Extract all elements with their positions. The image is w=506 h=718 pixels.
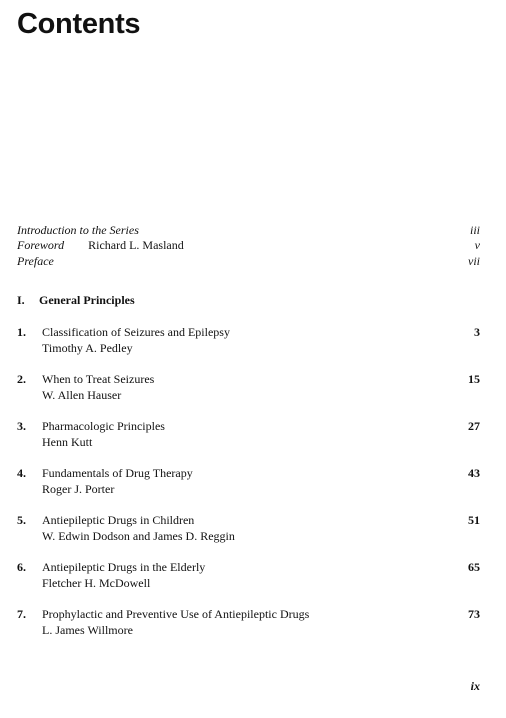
chapter-title: When to Treat Seizures: [42, 372, 155, 386]
chapter-entry: [17, 559, 480, 591]
chapter-entry: [17, 418, 480, 450]
chapter-authors: W. Allen Hauser: [42, 388, 122, 402]
chapter-number: 5.: [17, 513, 26, 527]
chapter-authors: Fletcher H. McDowell: [42, 576, 151, 590]
chapter-authors: Timothy A. Pedley: [42, 341, 133, 355]
chapter-page-number: 73: [468, 607, 480, 621]
chapter-number: 7.: [17, 607, 26, 621]
front-matter-entry-introduction: [17, 223, 480, 238]
entry-title: Preface: [17, 254, 54, 268]
entry-author: Richard L. Masland: [88, 238, 184, 252]
chapter-page-number: 15: [468, 372, 480, 386]
part-title: General Principles: [39, 293, 135, 307]
chapter-page-number: 43: [468, 466, 480, 480]
chapter-title: Pharmacologic Principles: [42, 419, 165, 433]
entry-title: Introduction to the Series: [17, 223, 139, 237]
chapter-entry: [17, 512, 480, 544]
part-number: I.: [17, 293, 25, 307]
part-heading: [17, 293, 135, 308]
chapter-entry: [17, 465, 480, 497]
entry-page-number: iii: [469, 223, 480, 237]
chapter-page-number: 27: [468, 419, 480, 433]
chapter-number: 6.: [17, 560, 26, 574]
front-matter-entry-foreword: [17, 238, 480, 253]
front-matter-entry-preface: [17, 254, 480, 269]
chapter-title: Classification of Seizures and Epilepsy: [42, 325, 230, 339]
chapter-entry: [17, 371, 480, 403]
chapter-authors: L. James Willmore: [42, 623, 133, 637]
chapter-number: 1.: [17, 325, 26, 339]
chapter-number: 3.: [17, 419, 26, 433]
chapter-title: Fundamentals of Drug Therapy: [42, 466, 193, 480]
entry-page-number: vii: [468, 254, 480, 268]
chapter-authors: Roger J. Porter: [42, 482, 115, 496]
chapter-page-number: 51: [468, 513, 480, 527]
entry-title: Foreword: [17, 238, 65, 252]
chapter-title: Antiepileptic Drugs in the Elderly: [42, 560, 206, 574]
chapter-number: 4.: [17, 466, 26, 480]
page-folio: ix: [470, 679, 480, 693]
chapter-number: 2.: [17, 372, 26, 386]
chapter-page-number: 3: [474, 325, 480, 339]
chapter-title: Prophylactic and Preventive Use of Antiepileptic Drugs: [42, 607, 310, 621]
chapter-title: Antiepileptic Drugs in Children: [42, 513, 195, 527]
page-title: Contents: [17, 8, 141, 40]
chapter-entry: [17, 606, 480, 638]
chapter-page-number: 65: [468, 560, 480, 574]
entry-page-number: v: [474, 238, 480, 252]
chapter-entry: [17, 324, 480, 356]
chapter-authors: Henn Kutt: [42, 435, 93, 449]
chapter-authors: W. Edwin Dodson and James D. Reggin: [42, 529, 235, 543]
